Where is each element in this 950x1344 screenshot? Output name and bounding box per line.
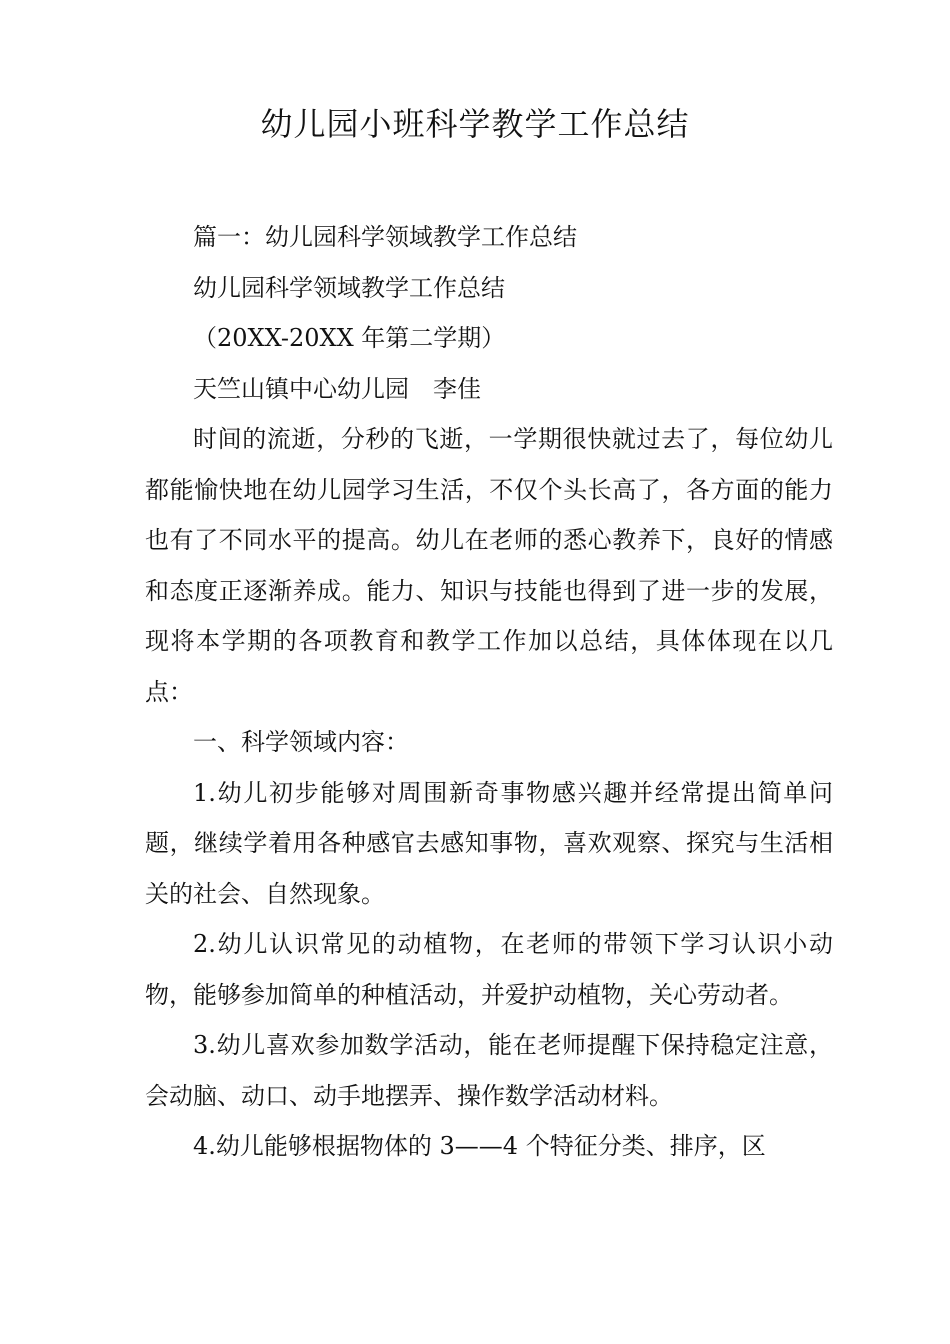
document-body [145, 212, 833, 1172]
subtitle: 幼儿园科学领域教学工作总结 [193, 273, 505, 302]
section-heading: 篇一：幼儿园科学领域教学工作总结 [193, 223, 577, 251]
intro-paragraph: 时间的流逝，分秒的飞逝，一学期很快就过去了，每位幼儿都能愉快地在幼儿园学习生活，不仅个头长高了，各方面的能力也有了不同水平的提高。幼儿在老师的悉心教养下，良好的情感和态度正逐渐养成。能力、知识与技能也得到了进一步的发展，现将本学期的各项教育和教学工作加以总结，具体体现在以几点： [145, 425, 833, 706]
term-line: （20XX-20XX 年第二学期） [193, 324, 506, 352]
list-item: 1.幼儿初步能够对周围新奇事物感兴趣并经常提出简单问题，继续学着用各种感官去感知事物，喜欢观察、探究与生活相关的社会、自然现象。 [145, 778, 833, 908]
content-heading: 一、科学领域内容： [193, 728, 409, 756]
author-line: 天竺山镇中心幼儿园 李佳 [193, 374, 481, 403]
list-item: 4.幼儿能够根据物体的 3——4 个特征分类、排序，区 [193, 1132, 766, 1160]
list-item: 2.幼儿认识常见的动植物，在老师的带领下学习认识小动物，能够参加简单的种植活动，并爱护动植物，关心劳动者。 [145, 930, 833, 1009]
document-title: 幼儿园小班科学教学工作总结 [260, 105, 690, 143]
list-item: 3.幼儿喜欢参加数学活动，能在老师提醒下保持稳定注意，会动脑、动口、动手地摆弄、操作数学活动材料。 [145, 1031, 833, 1110]
